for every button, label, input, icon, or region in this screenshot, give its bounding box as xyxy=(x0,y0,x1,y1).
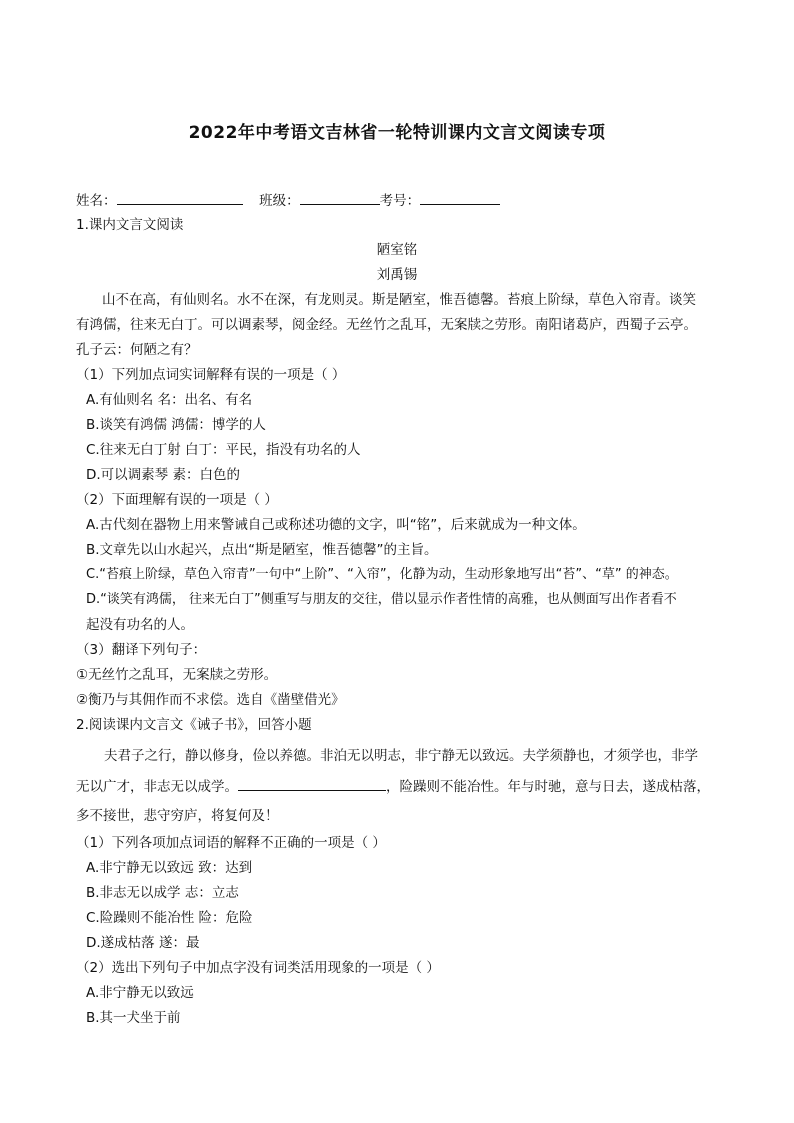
passage-line-with-blank xyxy=(76,776,710,797)
class-label: 班级： xyxy=(259,193,300,209)
question-1-1: （1）下列加点词实词解释有误的一项是（ ） xyxy=(76,367,346,383)
passage-text: 无以广才，非志无以成学。 xyxy=(76,779,238,795)
option-a[interactable]: A.有仙则名 名：出名、有名 xyxy=(86,392,253,408)
question-2-1: （1）下列各项加点词语的解释不正确的一项是（ ） xyxy=(76,835,386,851)
question-1-3: （3）翻译下列句子： xyxy=(76,642,207,658)
translate-item-1: ①无丝竹之乱耳，无案牍之劳形。 xyxy=(76,667,278,683)
translate-item-2: ②衡乃与其佣作而不求偿。选自《凿壁借光》 xyxy=(76,692,345,708)
option-d-continued: 起没有功名的人。 xyxy=(86,617,194,633)
name-field[interactable] xyxy=(117,190,243,205)
fill-in-blank[interactable] xyxy=(238,776,386,791)
option-b[interactable]: B.非志无以成学 志：立志 xyxy=(86,885,239,901)
poem-title: 陋室铭 xyxy=(376,242,418,258)
option-b[interactable]: B.谈笑有鸿儒 鸿儒：博学的人 xyxy=(86,417,266,433)
option-d[interactable]: D.“谈笑有鸿儒， 往来无白丁”侧重写与朋友的交往，借以显示作者性情的高雅，也从侧面写出作者看不 xyxy=(86,592,677,607)
exam-id-field[interactable] xyxy=(420,190,500,205)
passage-line: 山不在高，有仙则名。水不在深，有龙则灵。斯是陋室，惟吾德馨。苔痕上阶绿，草色入帘青。谈笑 xyxy=(102,292,696,308)
option-a[interactable]: A.古代刻在器物上用来警诫自己或称述功德的文字，叫“铭”，后来就成为一种文体。 xyxy=(86,517,586,533)
page-title: 2022年中考语文吉林省一轮特训课内文言文阅读专项 xyxy=(188,123,606,143)
option-b[interactable]: B.文章先以山水起兴，点出“斯是陋室，惟吾德馨”的主旨。 xyxy=(86,542,438,558)
name-label: 姓名： xyxy=(76,193,117,209)
option-c[interactable]: C.“苔痕上阶绿，草色入帘青”一句中“上阶”、“入帘”，化静为动，生动形象地写出“苔”、“草” 的神态。 xyxy=(86,567,678,582)
option-c[interactable]: C.险躁则不能冶性 险：危险 xyxy=(86,910,253,926)
section1-heading: 1.课内文言文阅读 xyxy=(76,217,184,233)
option-c[interactable]: C.往来无白丁射 白丁：平民，指没有功名的人 xyxy=(86,442,361,458)
option-d[interactable]: D.遂成枯落 遂：最 xyxy=(86,935,200,951)
passage-line: 多不接世，悲守穷庐，将复何及！ xyxy=(76,808,279,824)
option-a[interactable]: A.非宁静无以致远 致：达到 xyxy=(86,860,253,876)
passage-line: 夫君子之行，静以修身，俭以养德。非泊无以明志，非宁静无以致远。夫学须静也，才须学也，非学 xyxy=(104,748,698,764)
option-b[interactable]: B.其一犬坐于前 xyxy=(86,1010,181,1026)
question-2-2: （2）选出下列句子中加点字没有词类活用现象的一项是（ ） xyxy=(76,960,440,976)
option-d[interactable]: D.可以调素琴 素：白色的 xyxy=(86,467,240,483)
passage-line: 孔子云：何陋之有？ xyxy=(76,342,198,358)
option-a[interactable]: A.非宁静无以致远 xyxy=(86,985,194,1001)
question-1-2: （2）下面理解有误的一项是（ ） xyxy=(76,492,278,508)
exam-id-label: 考号： xyxy=(379,193,421,209)
student-info-row xyxy=(76,190,500,211)
section2-heading: 2.阅读课内文言文《诫子书》，回答小题 xyxy=(76,717,312,733)
passage-line: 有鸿儒，往来无白丁。可以调素琴，阅金经。无丝竹之乱耳，无案牍之劳形。南阳诸葛庐，西蜀子云亭。 xyxy=(76,317,697,333)
passage-text: ，险躁则不能冶性。年与时驰，意与日去，遂成枯落， xyxy=(386,779,710,795)
class-field[interactable] xyxy=(300,190,380,205)
poem-author: 刘禹锡 xyxy=(376,267,418,283)
